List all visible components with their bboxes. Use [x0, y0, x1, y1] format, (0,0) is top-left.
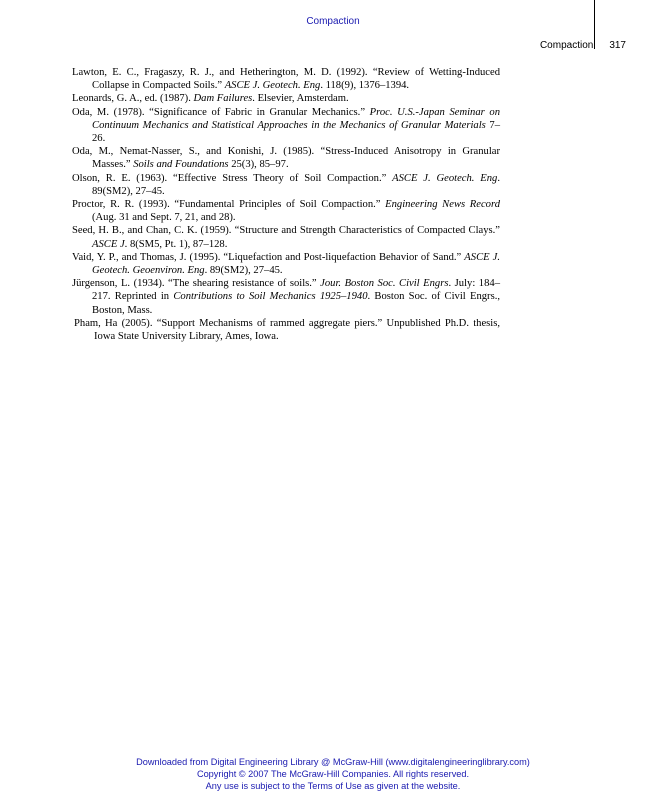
- footer: [0, 757, 666, 792]
- reference-item: Proctor, R. R. (1993). “Fundamental Principles of Soil Compaction.” Engineering News Record (Aug. 31 and Sept. 7, 21, and 28).: [72, 199, 500, 224]
- running-head: [540, 40, 626, 51]
- reference-item: Jürgenson, L. (1934). “The shearing resistance of soils.” Jour. Boston Soc. Civil Engrs. July: 184–217. Reprinted in Contributions to Soil Mechanics 1925–1940. Boston Soc. of Civil Engrs., Boston, Mass.: [72, 278, 501, 316]
- reference-item: Olson, R. E. (1963). “Effective Stress Theory of Soil Compaction.” ASCE J. Geotech. Eng. 89(SM2), 27–45.: [72, 172, 500, 197]
- reference-item: Pham, Ha (2005). “Support Mechanisms of rammed aggregate piers.” Unpublished Ph.D. thesis, Iowa State University Library, Ames, Iowa.: [74, 317, 500, 343]
- footer-download-link[interactable]: Downloaded from Digital Engineering Library @ McGraw-Hill (www.digitalengineeringlibrary.com): [136, 757, 530, 767]
- page-number: 317: [609, 40, 626, 51]
- reference-item: Lawton, E. C., Fragaszy, R. J., and Hetherington, M. D. (1992). “Review of Wetting-Induced Collapse in Compacted Soils.” ASCE J. Geotech. Eng. 118(9), 1376–1394.: [72, 67, 500, 92]
- footer-copyright: Copyright © 2007 The McGraw-Hill Companies. All rights reserved.: [196, 768, 470, 779]
- reference-list: [72, 66, 500, 343]
- reference-item: Oda, M., Nemat-Nasser, S., and Konishi, J. (1985). “Stress-Induced Anisotropy in Granular Masses.” Soils and Foundations 25(3), 85–97.: [72, 146, 500, 171]
- reference-item: Leonards, G. A., ed. (1987). Dam Failures. Elsevier, Amsterdam.: [72, 93, 349, 105]
- reference-item: Oda, M. (1978). “Significance of Fabric in Granular Mechanics.” Proc. U.S.-Japan Seminar on Continuum Mechanics and Statistical Approaches in the Mechanics of Granular Materials 7–26.: [72, 106, 500, 145]
- footer-terms-link[interactable]: Any use is subject to the Terms of Use as given at the website.: [205, 780, 461, 791]
- reference-item: Vaid, Y. P., and Thomas, J. (1995). “Liquefaction and Post-liquefaction Behavior of Sand.” ASCE J. Geotech. Geoenviron. Eng. 89(SM2), 27–45.: [72, 251, 500, 277]
- running-head-title: Compaction: [539, 40, 594, 51]
- chapter-link[interactable]: Compaction: [306, 16, 360, 27]
- reference-item: Seed, H. B., and Chan, C. K. (1959). “Structure and Strength Characteristics of Compacted Clays.” ASCE J. 8(SM5, Pt. 1), 87–128.: [72, 225, 500, 250]
